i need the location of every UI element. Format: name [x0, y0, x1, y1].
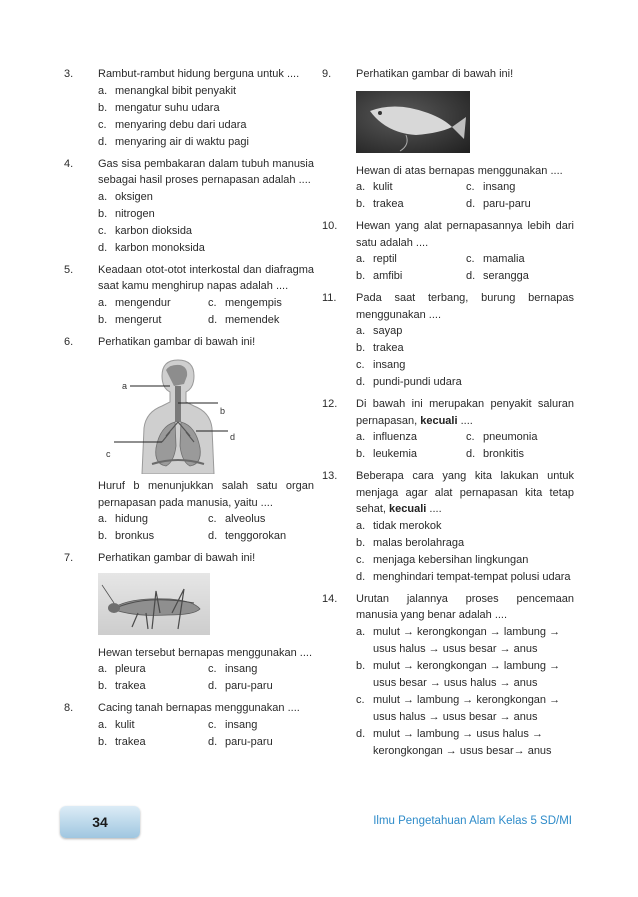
option-c[interactable]: c. mengempis [208, 296, 282, 309]
question-text: Pada saat terbang, burung bernapas menggunakan .... [356, 292, 574, 321]
figure-label-c: c [106, 449, 111, 459]
question-5 [64, 262, 314, 329]
option-c[interactable]: c. insang [356, 359, 406, 371]
option-d[interactable]: d. serangga [466, 270, 529, 282]
options-grid [98, 661, 314, 695]
question-number: 8. [64, 702, 74, 714]
option-a[interactable]: a. mulut → kerongkongan → lambung → usus halus → usus besar → anus [356, 625, 561, 655]
question-text: Cacing tanah bernapas menggunakan .... [98, 702, 300, 714]
option-d[interactable]: d. bronkitis [466, 448, 524, 460]
option-a[interactable]: a. kulit [356, 181, 393, 193]
option-b[interactable]: b. leukemia [356, 448, 418, 460]
question-text: Urutan jalannya proses pencemaan manusia yang benar adalah .... [356, 592, 574, 621]
options-grid [356, 429, 574, 463]
question-text: Perhatikan gambar di bawah ini! [356, 68, 514, 80]
option-c[interactable]: c. mulut → lambung → kerongkongan → usus halus → usus besar → anus [356, 693, 561, 723]
option-a[interactable]: a. mengendur [98, 296, 171, 309]
option-c[interactable]: c. menyaring debu dari udara [98, 118, 247, 131]
options-grid [98, 295, 314, 329]
emphasis-text: kecuali [420, 414, 458, 427]
question-number: 11. [322, 292, 337, 304]
fish-image [356, 91, 470, 153]
page-number-badge [60, 806, 140, 838]
question-number: 6. [64, 335, 74, 348]
question-number: 5. [64, 263, 74, 276]
option-d[interactable]: d. paru-paru [208, 735, 273, 748]
question-text: Gas sisa pembakaran dalam tubuh manusia sebagai hasil proses pernapasan adalah .... [98, 157, 314, 186]
question-number: 9. [322, 68, 332, 80]
option-c[interactable]: c. pneumonia [466, 431, 538, 443]
question-text: Di bawah ini merupakan penyakit saluran pernapasan, kecuali .... [356, 398, 574, 427]
question-8 [64, 700, 314, 751]
option-c[interactable]: c. mamalia [466, 253, 525, 265]
option-c[interactable]: c. karbon dioksida [98, 224, 193, 237]
question-number: 14. [322, 592, 338, 605]
question-text: Beberapa cara yang kita lakukan untuk menjaga agar alat pernapasan kita tetap sehat, kecuali .... [356, 470, 574, 515]
question-text: Perhatikan gambar di bawah ini! [98, 335, 256, 348]
option-a[interactable]: a. oksigen [98, 190, 153, 203]
option-b[interactable]: b. mengatur suhu udara [98, 101, 220, 114]
option-d[interactable]: d. karbon monoksida [98, 241, 205, 254]
option-d[interactable]: d. paru-paru [466, 198, 531, 210]
option-d[interactable]: d. paru-paru [208, 680, 273, 692]
option-d[interactable]: d. mulut → lambung → usus halus → kerongkongan → usus besar→ anus [356, 727, 552, 757]
option-b[interactable]: b. mengerut [98, 313, 162, 326]
question-number: 13. [322, 470, 338, 482]
option-a[interactable]: a. reptil [356, 253, 397, 265]
question-3 [64, 66, 314, 151]
option-b[interactable]: b. trakea [356, 198, 404, 210]
option-a[interactable]: a. menangkal bibit penyakit [98, 84, 237, 97]
option-a[interactable]: a. pleura [98, 663, 146, 675]
question-text-2: Hewan tersebut bernapas menggunakan .... [98, 646, 313, 659]
question-text: Hewan yang alat pernapasannya lebih dari satu adalah .... [356, 220, 574, 249]
question-12 [322, 396, 574, 463]
option-a[interactable]: a. hidung [98, 513, 149, 525]
question-text: Rambut-rambut hidung berguna untuk .... [98, 68, 300, 80]
question-text-2: Huruf b menunjukkan salah satu organ pernapasan pada manusia, yaitu .... [98, 480, 314, 509]
option-d[interactable]: d. menyaring air di waktu pagi [98, 135, 249, 148]
option-d[interactable]: d. tenggorokan [208, 530, 287, 542]
question-6 [64, 334, 314, 546]
option-d[interactable]: d. menghindari tempat-tempat polusi udara [356, 570, 571, 583]
option-c[interactable]: c. insang [208, 663, 258, 675]
option-a[interactable]: a. tidak merokok [356, 519, 442, 532]
option-b[interactable]: b. amfibi [356, 270, 403, 282]
question-number: 7. [64, 552, 74, 564]
option-b[interactable]: b. bronkus [98, 530, 155, 542]
option-d[interactable]: d. pundi-pundi udara [356, 376, 462, 388]
option-d[interactable]: d. memendek [208, 313, 280, 326]
book-title-footer: Ilmu Pengetahuan Alam Kelas 5 SD/MI [373, 815, 572, 827]
figure-label-d: d [230, 432, 236, 442]
option-c[interactable]: c. insang [466, 181, 516, 193]
option-b[interactable]: b. trakea [98, 680, 146, 692]
option-c[interactable]: c. insang [208, 718, 258, 731]
question-7 [64, 550, 314, 695]
right-column [322, 66, 574, 765]
options-grid [356, 179, 574, 213]
option-c[interactable]: c. menjaga kebersihan lingkungan [356, 553, 529, 566]
question-13 [322, 468, 574, 586]
question-number: 3. [64, 68, 74, 80]
option-a[interactable]: a. influenza [356, 431, 418, 443]
question-text-2: Hewan di atas bernapas menggunakan .... [356, 164, 563, 177]
options-grid [356, 251, 574, 285]
question-11 [322, 290, 574, 391]
figure-label-b: b [220, 406, 226, 416]
option-b[interactable]: b. trakea [98, 735, 146, 748]
option-b[interactable]: b. nitrogen [98, 207, 155, 220]
question-10 [322, 218, 574, 285]
respiratory-system-figure [78, 356, 314, 474]
question-text: Keadaan otot-otot interkostal dan diafragma saat kamu menghirup napas adalah .... [98, 263, 314, 292]
page-number: 34 [92, 814, 108, 830]
emphasis-text: kecuali [389, 503, 427, 515]
options-grid [98, 717, 314, 751]
options-grid [98, 511, 314, 545]
question-9 [322, 66, 574, 213]
question-4 [64, 156, 314, 257]
option-c[interactable]: c. alveolus [208, 513, 266, 525]
question-number: 4. [64, 157, 74, 170]
option-b[interactable]: b. mulut → kerongkongan → lambung → usus besar → usus halus → anus [356, 659, 561, 689]
figure-label-a: a [122, 381, 128, 391]
option-b[interactable]: b. malas berolahraga [356, 536, 465, 549]
option-a[interactable]: a. sayap [356, 325, 403, 337]
left-column [64, 66, 314, 756]
option-b[interactable]: b. trakea [356, 342, 404, 354]
option-a[interactable]: a. kulit [98, 718, 135, 731]
question-text: Perhatikan gambar di bawah ini! [98, 552, 256, 564]
grasshopper-image [98, 573, 210, 635]
question-14 [322, 591, 574, 760]
question-number: 10. [322, 220, 338, 232]
question-number: 12. [322, 398, 338, 410]
